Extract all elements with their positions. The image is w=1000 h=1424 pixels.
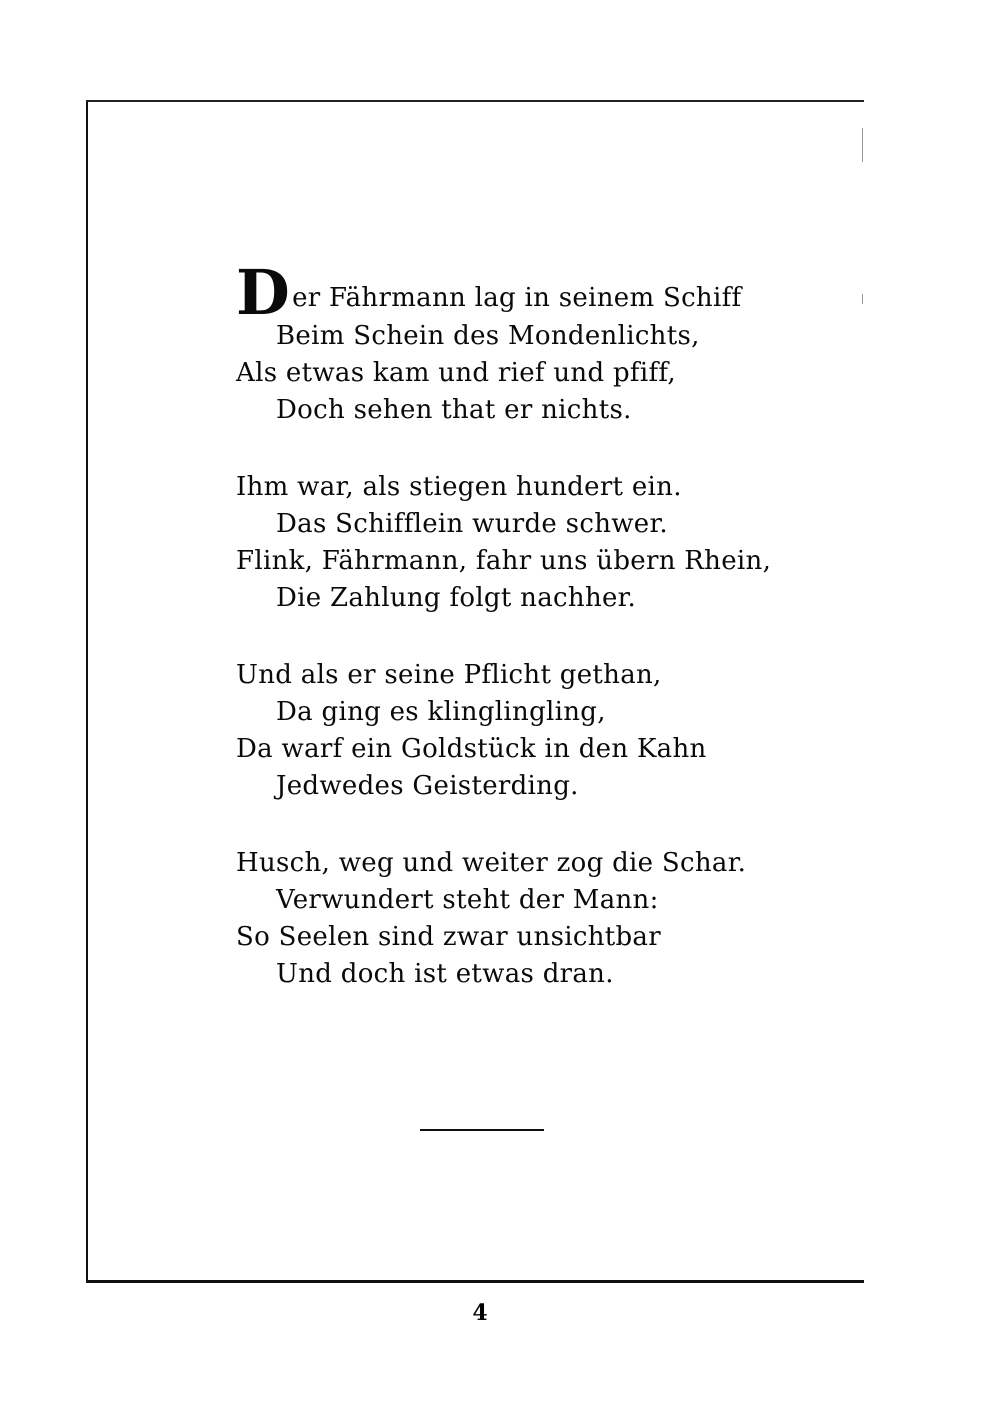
poem-line: Und als er seine Pflicht gethan, — [236, 660, 662, 690]
poem-line: Doch sehen that er nichts. — [276, 395, 632, 425]
stanza-3 — [218, 657, 838, 805]
stanza-2 — [218, 469, 838, 617]
end-rule — [420, 1129, 544, 1131]
poem-line — [218, 256, 838, 329]
poem-line: Die Zahlung folgt nachher. — [276, 583, 637, 613]
poem-line: Ihm war, als stiegen hundert ein. — [236, 472, 682, 502]
poem-line: So Seelen sind zwar unsichtbar — [236, 922, 661, 952]
poem-line: Und doch ist etwas dran. — [276, 959, 614, 989]
poem-line: Flink, Fährmann, fahr uns übern Rhein, — [236, 546, 772, 576]
poem-line: Jedwedes Geisterding. — [276, 771, 579, 801]
frame-top-border — [86, 100, 864, 102]
poem-line: Das Schifflein wurde schwer. — [276, 509, 668, 539]
poem-line: Beim Schein des Mondenlichts, — [276, 321, 700, 351]
poem — [218, 256, 838, 1033]
poem-line: Da warf ein Goldstück in den Kahn — [236, 734, 707, 764]
stanza-4 — [218, 845, 838, 993]
drop-cap: D — [236, 256, 291, 329]
edge-mark — [862, 128, 863, 162]
poem-line: Husch, weg und weiter zog die Schar. — [236, 848, 747, 878]
poem-line: Als etwas kam und rief und pfiff, — [236, 358, 676, 388]
edge-mark — [862, 294, 863, 304]
page-number: 4 — [472, 1300, 488, 1326]
stanza-1 — [218, 256, 838, 429]
poem-line: Da ging es klinglingling, — [276, 697, 606, 727]
poem-line: Verwundert steht der Mann: — [276, 885, 659, 915]
poem-line-text: er Fährmann lag in seinem Schiff — [292, 283, 742, 313]
frame-bottom-border — [86, 1280, 864, 1283]
frame-left-border — [86, 102, 88, 1282]
